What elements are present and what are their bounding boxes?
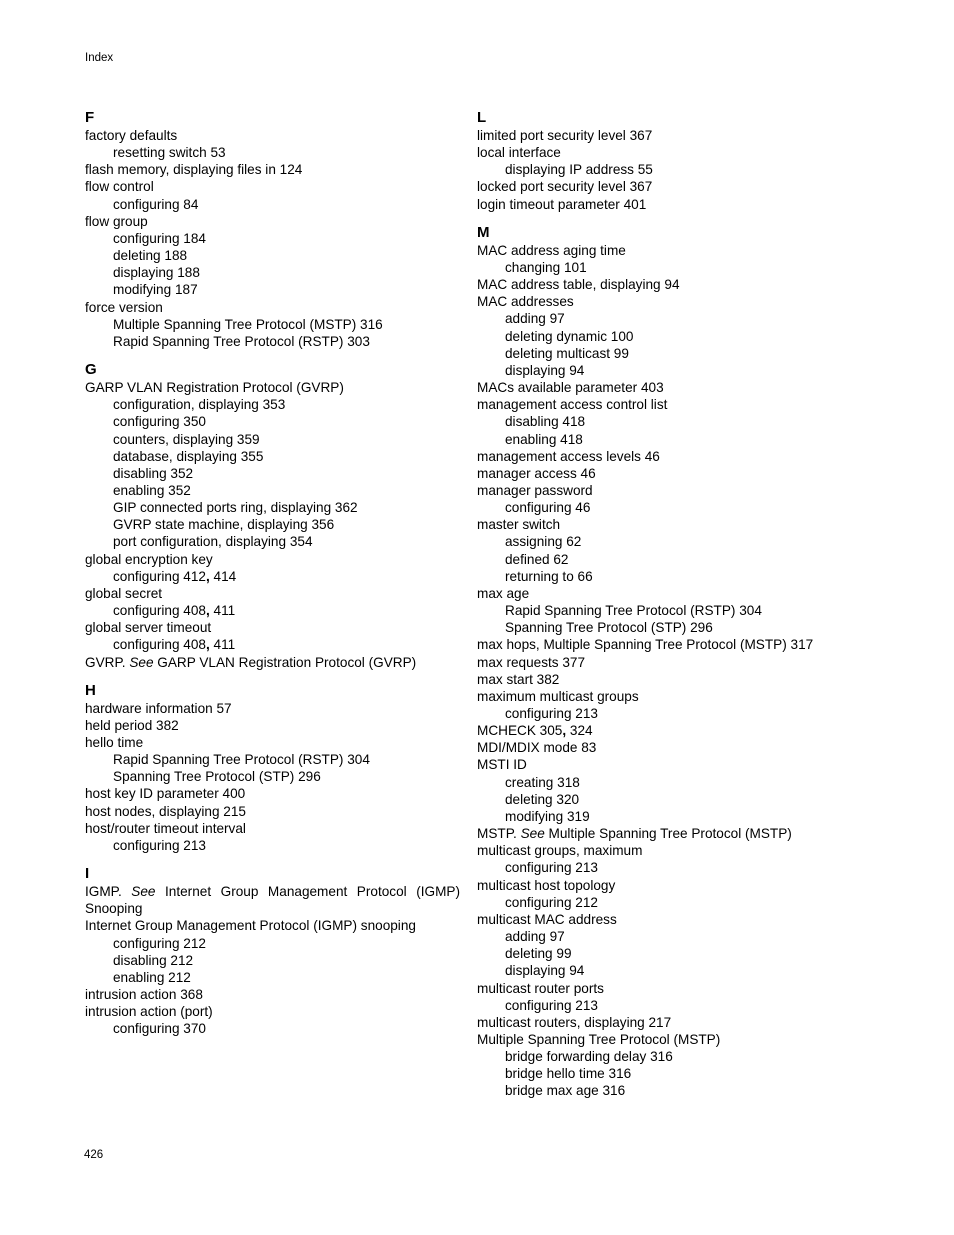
index-entry (85, 883, 460, 917)
index-entry: max hops, Multiple Spanning Tree Protocol (MSTP) 317 (477, 637, 814, 653)
index-entry: management access levels 46 (477, 448, 660, 464)
index-subentry: resetting switch 53 (113, 145, 226, 161)
index-subentry: disabling 352 (113, 465, 194, 481)
index-subentry: deleting 320 (505, 791, 580, 807)
index-entry: manager access 46 (477, 465, 596, 481)
index-entry: max age (477, 585, 530, 601)
section-letter: L (477, 109, 487, 126)
index-entry: local interface (477, 145, 561, 161)
index-entry: multicast groups, maximum (477, 843, 643, 859)
index-subentry: configuring 213 (505, 706, 598, 721)
index-entry: max requests 377 (477, 654, 586, 670)
entry-text: configuring 408 (113, 603, 206, 619)
index-subentry: configuring 212 (113, 935, 206, 951)
index-entry: multicast routers, displaying 217 (477, 1014, 672, 1030)
entry-text: configuring 408 (113, 637, 206, 653)
entry-text: 324 (566, 723, 593, 739)
index-subentry: database, displaying 355 (113, 448, 264, 464)
index-subentry: displaying 188 (113, 265, 200, 281)
index-subentry: configuring 46 (505, 500, 591, 516)
index-entry: Internet Group Management Protocol (IGMP) snooping (85, 918, 416, 934)
index-subentry: creating 318 (505, 774, 580, 790)
index-entry: global secret (85, 585, 163, 601)
index-subentry: deleting dynamic 100 (505, 328, 634, 344)
index-entry: flash memory, displaying files in 124 (85, 162, 303, 178)
entry-text: configuring 412 (113, 568, 206, 584)
index-entry: MSTI ID (477, 757, 527, 773)
index-section (85, 361, 460, 671)
index-subentry: configuring 212 (505, 894, 598, 910)
index-entry: multicast router ports (477, 980, 604, 996)
entry-text: 411 (209, 603, 236, 619)
page-number: 426 (84, 1149, 104, 1161)
index-entry: limited port security level 367 (477, 128, 653, 143)
index-entry: management access control list (477, 397, 668, 413)
entry-text: 414 (209, 568, 237, 584)
index-subentry: configuring 213 (113, 837, 206, 853)
index-subentry: Spanning Tree Protocol (STP) 296 (113, 769, 321, 785)
index-subentry: configuring 350 (113, 414, 206, 430)
index-subentry: deleting 188 (113, 248, 188, 264)
index-subentry: configuring 184 (113, 230, 206, 246)
index-section (85, 682, 460, 854)
index-subentry: configuring 213 (505, 997, 598, 1013)
section-letter: H (85, 681, 96, 699)
index-entry: GARP VLAN Registration Protocol (GVRP) (85, 380, 344, 396)
index-entry: multicast MAC address (477, 911, 617, 927)
index-subentry: defined 62 (505, 551, 569, 567)
index-entry: MDI/MDIX mode 83 (477, 740, 597, 756)
index-section (85, 109, 460, 350)
index-subentry: Spanning Tree Protocol (STP) 296 (505, 620, 713, 636)
index-entry: host key ID parameter 400 (85, 786, 246, 802)
index-column-left (85, 109, 460, 1038)
index-subentry: Multiple Spanning Tree Protocol (MSTP) 316 (113, 316, 383, 332)
index-subentry: enabling 352 (113, 482, 191, 498)
index-entry (477, 825, 857, 842)
section-letter: G (85, 361, 97, 379)
index-entry (85, 654, 460, 671)
index-subentry: Rapid Spanning Tree Protocol (RSTP) 304 (505, 603, 762, 619)
index-subentry: deleting 99 (505, 946, 572, 962)
index-subentry: configuration, displaying 353 (113, 397, 286, 413)
entry-text: MSTP. (477, 826, 521, 842)
index-subentry (85, 568, 460, 585)
index-section (85, 865, 460, 1037)
index-subentry: disabling 418 (505, 414, 586, 430)
index-subentry: Rapid Spanning Tree Protocol (RSTP) 303 (113, 333, 370, 349)
index-entry (477, 722, 857, 739)
index-subentry (85, 602, 460, 619)
index-subentry: adding 97 (505, 929, 565, 945)
entry-text: IGMP. (85, 884, 132, 900)
see-reference: See (131, 884, 156, 900)
entry-text: Internet Group Management Protocol (IGMP) Snooping (85, 884, 460, 917)
index-entry: MAC address table, displaying 94 (477, 277, 680, 293)
running-head: Index (85, 52, 114, 64)
index-subentry: displaying 94 (505, 963, 585, 979)
entry-text: Multiple Spanning Tree Protocol (MSTP) (544, 826, 792, 842)
index-entry: login timeout parameter 401 (477, 196, 647, 212)
index-column-right (477, 109, 857, 1100)
index-subentry: assigning 62 (505, 534, 582, 550)
index-section (477, 109, 857, 213)
page-separator: , (562, 723, 567, 739)
index-entry: maximum multicast groups (477, 688, 639, 704)
index-entry: max start 382 (477, 671, 560, 687)
section-letter: I (85, 865, 90, 883)
index-subentry: enabling 212 (113, 969, 191, 985)
index-entry: hardware information 57 (85, 700, 232, 716)
index-entry: intrusion action 368 (85, 987, 203, 1003)
index-entry: MAC addresses (477, 294, 574, 310)
index-subentry: port configuration, displaying 354 (113, 534, 313, 550)
index-subentry: Rapid Spanning Tree Protocol (RSTP) 304 (113, 752, 370, 768)
index-subentry: displaying 94 (505, 362, 585, 378)
index-entry: MACs available parameter 403 (477, 380, 664, 396)
index-subentry: enabling 418 (505, 431, 583, 447)
entry-text: GVRP. (85, 654, 130, 670)
index-subentry: GIP connected ports ring, displaying 362 (113, 500, 358, 516)
index-entry: global encryption key (85, 551, 213, 567)
index-entry: master switch (477, 517, 561, 533)
index-subentry: bridge forwarding delay 316 (505, 1049, 673, 1065)
index-subentry (85, 636, 460, 653)
index-subentry: disabling 212 (113, 952, 194, 968)
section-letter: M (477, 223, 490, 241)
index-subentry: changing 101 (505, 259, 587, 275)
page-separator: , (205, 603, 210, 619)
index-entry: multicast host topology (477, 877, 616, 893)
see-reference: See (520, 826, 545, 842)
index-entry: flow group (85, 213, 148, 229)
index-entry: global server timeout (85, 620, 212, 636)
entry-text: 411 (209, 637, 236, 653)
entry-text: MCHECK 305 (477, 723, 563, 739)
index-subentry: GVRP state machine, displaying 356 (113, 517, 335, 533)
index-entry: host/router timeout interval (85, 820, 246, 836)
index-subentry: bridge max age 316 (505, 1083, 626, 1099)
index-entry: MAC address aging time (477, 242, 626, 258)
index-entry: force version (85, 299, 163, 315)
index-entry: hello time (85, 735, 144, 750)
index-entry: Multiple Spanning Tree Protocol (MSTP) (477, 1031, 721, 1047)
index-subentry: adding 97 (505, 311, 565, 327)
index-entry: factory defaults (85, 128, 178, 143)
index-subentry: configuring 213 (505, 860, 598, 876)
index-subentry: configuring 84 (113, 196, 199, 212)
index-subentry: deleting multicast 99 (505, 345, 629, 361)
index-entry: held period 382 (85, 717, 179, 733)
index-entry: flow control (85, 179, 154, 195)
see-reference: See (129, 654, 154, 670)
page-separator: , (205, 637, 210, 653)
index-subentry: modifying 319 (505, 808, 590, 824)
index-subentry: modifying 187 (113, 282, 198, 298)
index-subentry: configuring 370 (113, 1021, 206, 1037)
index-subentry: bridge hello time 316 (505, 1066, 632, 1082)
index-subentry: returning to 66 (505, 568, 593, 584)
index-subentry: displaying IP address 55 (505, 162, 653, 178)
page-separator: , (205, 568, 210, 584)
index-entry: locked port security level 367 (477, 179, 653, 195)
section-letter: F (85, 109, 95, 126)
index-entry: host nodes, displaying 215 (85, 803, 246, 819)
entry-text: GARP VLAN Registration Protocol (GVRP) (153, 654, 417, 670)
index-entry: intrusion action (port) (85, 1004, 213, 1020)
index-entry: manager password (477, 482, 593, 498)
index-subentry: counters, displaying 359 (113, 431, 260, 447)
index-section (477, 224, 857, 1100)
